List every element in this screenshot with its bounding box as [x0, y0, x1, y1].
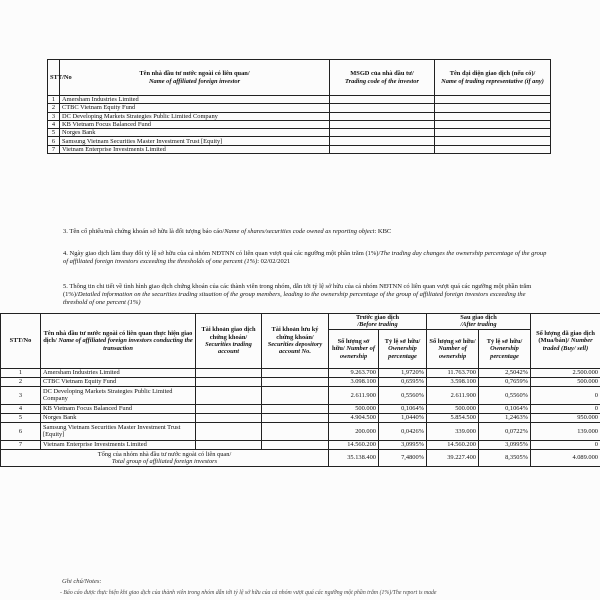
row-depository-account	[262, 368, 329, 377]
row-after-qty: 3.598.100	[427, 377, 479, 386]
row-after-pct: 2,5042%	[479, 368, 531, 377]
header-pct-vi: Tỷ lệ sở hữu/	[384, 337, 421, 345]
row-after-qty: 2.611.900	[427, 386, 479, 404]
row-no: 2	[48, 104, 60, 112]
table-row	[1, 422, 600, 440]
header-name-vi: Tên nhà đầu tư nước ngoài có liên quan thực hiện giao dịch/	[43, 329, 193, 345]
row-before-qty: 4.904.500	[329, 413, 379, 422]
para5-en: Detailed information on the securities trading situation of the group members, leading to the ownership percentage of the group of affiliated foreign investors exceeding the threshold of one percent (1%)	[63, 291, 526, 306]
row-traded: 0	[531, 440, 600, 449]
row-rep	[435, 145, 551, 153]
row-name: Vietnam Enterprise Investments Limited	[41, 440, 196, 449]
row-rep	[435, 120, 551, 128]
row-no: 3	[1, 386, 41, 404]
row-trading-account	[196, 404, 262, 413]
row-no: 6	[1, 422, 41, 440]
row-before-qty: 200.000	[329, 422, 379, 440]
header-representative	[435, 60, 551, 96]
row-rep	[435, 129, 551, 137]
row-no: 7	[48, 145, 60, 153]
row-trading-account	[196, 368, 262, 377]
row-depository-account	[262, 404, 329, 413]
row-rep	[435, 96, 551, 104]
row-traded: 2.500.000	[531, 368, 600, 377]
table-row	[48, 145, 551, 153]
row-name: CTBC Vietnam Equity Fund	[60, 104, 330, 112]
row-before-pct: 0,1064%	[379, 404, 427, 413]
header-depository-account	[262, 314, 329, 369]
row-rep	[435, 112, 551, 120]
header-before-en: /Before trading	[357, 321, 398, 329]
header-rep-en: Name of trading representative (if any)	[441, 77, 544, 85]
header-before-pct	[379, 329, 427, 368]
row-code	[330, 137, 435, 145]
header-after-qty	[427, 329, 479, 368]
table-row	[48, 129, 551, 137]
notes-title: Ghi chú/Notes:	[62, 578, 102, 585]
row-name: DC Developing Markets Strategies Public Limited Company	[41, 386, 196, 404]
row-no: 1	[1, 368, 41, 377]
row-depository-account	[262, 440, 329, 449]
row-before-pct: 3,0995%	[379, 440, 427, 449]
table-header-row	[48, 60, 551, 96]
row-before-qty: 3.098.100	[329, 377, 379, 386]
total-label-vi: Tổng của nhóm nhà đầu tư nước ngoài có liên quan/	[97, 450, 232, 458]
table-row	[48, 112, 551, 120]
header-qty-vi: Số lượng sở hữu/	[429, 337, 476, 345]
affiliated-investors-table	[47, 59, 551, 154]
total-label	[1, 449, 329, 466]
total-row	[1, 449, 600, 466]
trading-details-table	[0, 313, 600, 467]
header-qty-en: Number of ownership	[438, 345, 467, 360]
row-no: 2	[1, 377, 41, 386]
row-name: Samsung Vietnam Securities Master Investment Trust [Equity]	[41, 422, 196, 440]
row-name: DC Developing Markets Strategies Public Limited Company	[60, 112, 330, 120]
row-no: 1	[48, 96, 60, 104]
table-row	[1, 413, 600, 422]
table-row	[1, 377, 600, 386]
table-row	[48, 96, 551, 104]
row-trading-account	[196, 422, 262, 440]
total-traded: 4.089.000	[531, 449, 600, 466]
row-after-qty: 500.000	[427, 404, 479, 413]
header-traded-vi: Số lượng đã giao dịch (Mua/bán)/	[536, 329, 595, 345]
header-before-trading	[329, 314, 427, 330]
paragraph-5	[63, 283, 550, 307]
header-pct-en: Ownership percentage	[490, 345, 519, 360]
header-trading-code	[330, 60, 435, 96]
header-after-vi: Sau giao dịch	[460, 314, 497, 321]
table-row	[1, 368, 600, 377]
row-before-pct: 0,0426%	[379, 422, 427, 440]
row-code	[330, 96, 435, 104]
para3-vi: 3. Tên cổ phiếu/mã chứng khoán sở hữu là đối tượng báo cáo/	[63, 228, 225, 235]
row-trading-account	[196, 440, 262, 449]
header-qty-vi: Số lượng sở hữu/	[332, 337, 370, 353]
row-trading-account	[196, 413, 262, 422]
header-pct-en: Ownership percentage	[388, 345, 417, 360]
header-before-vi: Trước giao dịch	[355, 314, 400, 321]
row-trading-account	[196, 386, 262, 404]
header-after-en: /After trading	[460, 321, 497, 329]
row-no: 5	[48, 129, 60, 137]
row-after-pct: 0,1064%	[479, 404, 531, 413]
row-no: 6	[48, 137, 60, 145]
para4-value: : 02/02/2021	[257, 258, 291, 265]
row-after-qty: 5.854.500	[427, 413, 479, 422]
para4-vi: 4. Ngày giao dịch làm thay đổi tỷ lệ sở hữu của cả nhóm NĐTNN có liên quan vượt quá các ngưỡng một phần trăm (1%)/	[63, 250, 381, 257]
header-msgd-vi: MSGD của nhà đầu tư/	[350, 70, 414, 78]
header-msgd-en: Trading code of the investor	[345, 77, 419, 85]
row-trading-account	[196, 377, 262, 386]
header-stt: STT/No	[48, 60, 60, 96]
header-dep-en: Securities depository account No.	[267, 340, 323, 356]
header-investor-name	[60, 60, 330, 96]
row-after-pct: 0,7659%	[479, 377, 531, 386]
row-before-pct: 1,0440%	[379, 413, 427, 422]
row-code	[330, 120, 435, 128]
row-before-qty: 14.560.200	[329, 440, 379, 449]
row-no: 4	[48, 120, 60, 128]
row-name: Samsung Vietnam Securities Master Investment Trust [Equity]	[60, 137, 330, 145]
header-trading-account	[196, 314, 262, 369]
table-row	[48, 104, 551, 112]
row-before-qty: 9.263.700	[329, 368, 379, 377]
table-row	[1, 440, 600, 449]
row-before-pct: 0,5560%	[379, 386, 427, 404]
header-after-trading	[427, 314, 531, 330]
row-after-pct: 0,5560%	[479, 386, 531, 404]
row-after-pct: 1,2463%	[479, 413, 531, 422]
row-before-pct: 0,6595%	[379, 377, 427, 386]
row-traded: 500.000	[531, 377, 600, 386]
notes-line-1: - Báo cáo được thực hiện khi giao dịch của thành viên trong nhóm dẫn tới tỷ lệ sở hữu của cả nhóm vượt quá các ngưỡng một phần trăm (1%)/The report is made	[60, 590, 437, 596]
row-depository-account	[262, 413, 329, 422]
row-before-qty: 2.611.900	[329, 386, 379, 404]
para3-value: : KBC	[374, 228, 392, 235]
row-after-qty: 11.763.700	[427, 368, 479, 377]
row-after-qty: 339.000	[427, 422, 479, 440]
header-name-en: Name of affiliated foreign investors conducting the transaction	[58, 337, 193, 352]
row-before-qty: 500.000	[329, 404, 379, 413]
total-before-pct: 7,4800%	[379, 449, 427, 466]
row-depository-account	[262, 422, 329, 440]
row-code	[330, 112, 435, 120]
total-after-pct: 8,3505%	[479, 449, 531, 466]
header-name-vi: Tên nhà đầu tư nước ngoài có liên quan/	[139, 70, 250, 78]
header-traded-en: Number traded (Buy/ sell)	[542, 337, 593, 352]
row-traded: 139.000	[531, 422, 600, 440]
para4-en: The trading day changes the ownership percentage of the group of affiliated foreign investors exceeding the thresholds of one percent (1%)	[63, 250, 547, 265]
header-acct-vi: Tài khoản giao dịch chứng khoán/	[201, 326, 256, 341]
row-depository-account	[262, 386, 329, 404]
header-before-qty	[329, 329, 379, 368]
row-no: 3	[48, 112, 60, 120]
header-number-traded	[531, 314, 600, 369]
header-dep-vi: Tài khoản lưu ký chứng khoán/	[271, 326, 319, 341]
row-no: 7	[1, 440, 41, 449]
row-traded: 0	[531, 404, 600, 413]
row-rep	[435, 137, 551, 145]
paragraph-4	[63, 250, 550, 266]
row-code	[330, 145, 435, 153]
header-investor-name	[41, 314, 196, 369]
para3-en: Name of shares/securities code owned as reporting object	[224, 228, 375, 235]
header-name-en: Name of affiliated foreign investor	[148, 77, 241, 85]
table-row	[1, 386, 600, 404]
row-rep	[435, 104, 551, 112]
para5-vi: 5. Thông tin chi tiết về tình hình giao dịch chứng khoán của các thành viên trong nhóm, dẫn tới tỷ lệ sở hữu của cả nhóm NĐTNN có liên quan vượt quá các ngưỡng một phần trăm (1%)/	[63, 283, 532, 298]
table-header-row	[1, 314, 600, 330]
row-name: Norges Bank	[41, 413, 196, 422]
row-name: KB Vietnam Focus Balanced Fund	[60, 120, 330, 128]
header-pct-vi: Tỷ lệ sở hữu/	[486, 337, 523, 345]
table-row	[48, 120, 551, 128]
row-depository-account	[262, 377, 329, 386]
header-acct-en: Securities trading account	[205, 340, 252, 356]
row-code	[330, 129, 435, 137]
total-label-en: Total group of affiliated foreign investors	[111, 457, 218, 465]
row-after-pct: 0,0722%	[479, 422, 531, 440]
header-stt: STT/No	[1, 314, 41, 369]
row-name: KB Vietnam Focus Balanced Fund	[41, 404, 196, 413]
row-no: 4	[1, 404, 41, 413]
row-name: Norges Bank	[60, 129, 330, 137]
row-name: Amersham Industries Limited	[60, 96, 330, 104]
table-row	[48, 137, 551, 145]
row-before-pct: 1,9720%	[379, 368, 427, 377]
row-after-pct: 3,0995%	[479, 440, 531, 449]
paragraph-3	[63, 228, 543, 236]
header-after-pct	[479, 329, 531, 368]
row-name: CTBC Vietnam Equity Fund	[41, 377, 196, 386]
row-after-qty: 14.560.200	[427, 440, 479, 449]
header-qty-en: Number of ownership	[339, 345, 375, 360]
row-code	[330, 104, 435, 112]
row-traded: 0	[531, 386, 600, 404]
row-traded: 950.000	[531, 413, 600, 422]
header-rep-vi: Tên đại diện giao dịch (nếu có)/	[449, 70, 536, 78]
table-row	[1, 404, 600, 413]
row-name: Amersham Industries Limited	[41, 368, 196, 377]
total-before-qty: 35.138.400	[329, 449, 379, 466]
total-after-qty: 39.227.400	[427, 449, 479, 466]
row-no: 5	[1, 413, 41, 422]
row-name: Vietnam Enterprise Investments Limited	[60, 145, 330, 153]
